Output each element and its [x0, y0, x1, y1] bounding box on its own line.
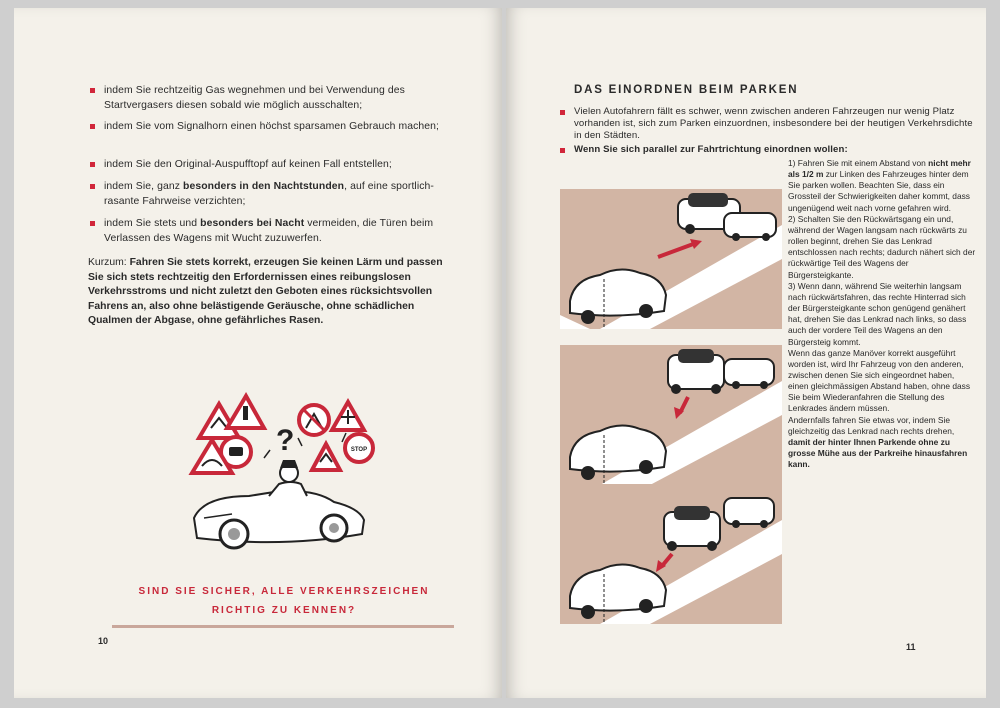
step-paragraph	[788, 281, 976, 348]
parked-car-icon	[724, 359, 774, 389]
bullet-text: besonders in den Nachtstunden	[183, 181, 345, 192]
step-text: Wenn das ganze Manöver korrekt ausgeführt worden ist, wird Ihr Fahrzeug von den anderen, zwischen denen Sie sich eingeordnet haben, einen gleichmässigen Abstand haben, ohne dass Sie beim Wiederanfahren die Stellung des Lenkrades ändern müssen.	[788, 347, 971, 414]
bullet-square-icon	[560, 148, 565, 153]
warning-sign-icon	[332, 402, 364, 430]
figure-caption	[114, 582, 454, 620]
step-paragraph	[788, 415, 976, 471]
bullet-text: , auf eine sportlich-rasante Fahrweise verzichten;	[104, 181, 434, 207]
bullet-item	[104, 180, 456, 209]
caption-line: SIND SIE SICHER, ALLE VERKEHRSZEICHEN	[138, 586, 430, 597]
right-page	[506, 8, 986, 698]
parked-car-icon	[664, 506, 720, 551]
warning-sign-icon	[227, 396, 264, 428]
intro-text: Vielen Autofahrern fällt es schwer, wenn zwischen anderen Fahrzeugen nur wenig Platz vorhanden ist, sich zum Parken einzuordnen, insbesondere bei der heutigen Verkehrsdichte in den Städten.	[574, 106, 973, 142]
stop-sign-text: STOP	[350, 447, 368, 453]
parked-car-icon	[668, 349, 724, 394]
bullet-text: indem Sie rechtzeitig Gas wegnehmen und bei Verwendung des Startvergasers diesen sobald wie möglich ausschalten;	[104, 85, 405, 111]
step-text: 1) Fahren Sie mit einem Abstand von	[788, 158, 929, 168]
kurzum-paragraph	[88, 256, 458, 329]
bullet-square-icon	[90, 124, 95, 129]
caption-line: RICHTIG ZU KENNEN?	[211, 605, 357, 616]
step-text: 3) Wenn dann, während Sie weiterhin langsam nach rückwärtsfahren, das rechte Hinterrad sich der Bürgersteigkante schon genügend genähert hat, drehen Sie das Lenkrad nach links, so dass auch der vordere Teil des Wagens an den Bürgersteig kommt.	[788, 280, 967, 347]
bullet-text: vermeiden, die Türen beim Verlassen des Wagens mit Wucht zuzuwerfen.	[104, 218, 434, 244]
bullet-square-icon	[90, 184, 95, 189]
step-paragraph	[788, 348, 976, 415]
prohibition-sign-icon	[299, 405, 329, 435]
bullet-item	[104, 120, 456, 135]
stop-sign-icon	[345, 434, 373, 462]
bullet-item	[104, 158, 456, 173]
parking-diagram-step-2	[560, 345, 782, 485]
bullet-square-icon	[90, 88, 95, 93]
bullet-square-icon	[90, 221, 95, 226]
kurzum-body: Fahren Sie stets korrekt, erzeugen Sie keinen Lärm und passen Sie sich stets rechtzeitig den Erfordernissen eines reibungslosen Verkehrsstroms und nicht zuletzt den Geboten eines rücksichtsvollen Fahrens an, also ohne belästigende Geräusche, ohne schädlichen Qualmen der Abgase, ohne gefährliches Rasen.	[88, 257, 443, 327]
parking-diagram-step-1	[560, 189, 782, 329]
bullet-text: indem Sie den Original-Auspufftopf auf keinen Fall entstellen;	[104, 159, 392, 170]
step-text: 2) Schalten Sie den Rückwärtsgang ein und, während der Wagen langsam nach rückwärts zu rollen beginnt, drehen Sie das Lenkrad entschlossen nach rechts; dadurch nähert sich der rückwärtige Teil des Wagens der Bürgersteigkante.	[788, 213, 976, 280]
bullet-item	[104, 84, 456, 113]
question-mark-icon: ?	[276, 424, 295, 457]
step-text: Andernfalls fahren Sie etwas vor, indem Sie gleichzeitig das Lenkrad nach rechts drehen,	[788, 414, 955, 436]
step-text: damit der hinter Ihnen Parkende ohne zu grosse Mühe aus der Parkreihe hinausfahren kann.	[788, 436, 968, 470]
traffic-sign-illustration	[174, 388, 384, 563]
bullet-text: indem Sie, ganz	[104, 181, 183, 192]
bullet-text: besonders bei Nacht	[200, 218, 305, 229]
bullet-square-icon	[90, 162, 95, 167]
section-heading: DAS EINORDNEN BEIM PARKEN	[574, 84, 799, 96]
parked-car-icon	[724, 213, 776, 241]
bullet-text: indem Sie stets und	[104, 218, 201, 229]
parking-diagram-step-3	[560, 484, 782, 624]
step-paragraph	[788, 158, 976, 214]
bullet-square-icon	[560, 110, 565, 115]
parked-car-icon	[724, 498, 774, 528]
bullet-text: indem Sie vom Signalhorn einen höchst sparsamen Gebrauch machen;	[104, 121, 440, 132]
step-paragraph	[788, 214, 976, 281]
step-text: nicht mehr als 1/2 m	[788, 158, 971, 180]
subheading	[574, 144, 974, 156]
left-page	[14, 8, 502, 698]
kurzum-lead: Kurzum:	[88, 257, 130, 268]
page-number: 11	[906, 642, 916, 652]
caption-divider	[112, 625, 454, 628]
bullet-item	[104, 217, 456, 246]
page-number: 10	[98, 636, 109, 646]
step-text: zur Linken des Fahrzeuges hinter dem Sie parken wollen. Beachten Sie, dass ein Grossteil der Schwierigkeiten daher kommt, dass ungenügend weit nach vorne gefahren wird.	[788, 169, 970, 213]
warning-sign-icon	[312, 444, 340, 470]
subheading-text: Wenn Sie sich parallel zur Fahrtrichtung einordnen wollen:	[574, 144, 848, 155]
parking-steps	[788, 158, 976, 470]
intro-paragraph	[574, 106, 974, 143]
